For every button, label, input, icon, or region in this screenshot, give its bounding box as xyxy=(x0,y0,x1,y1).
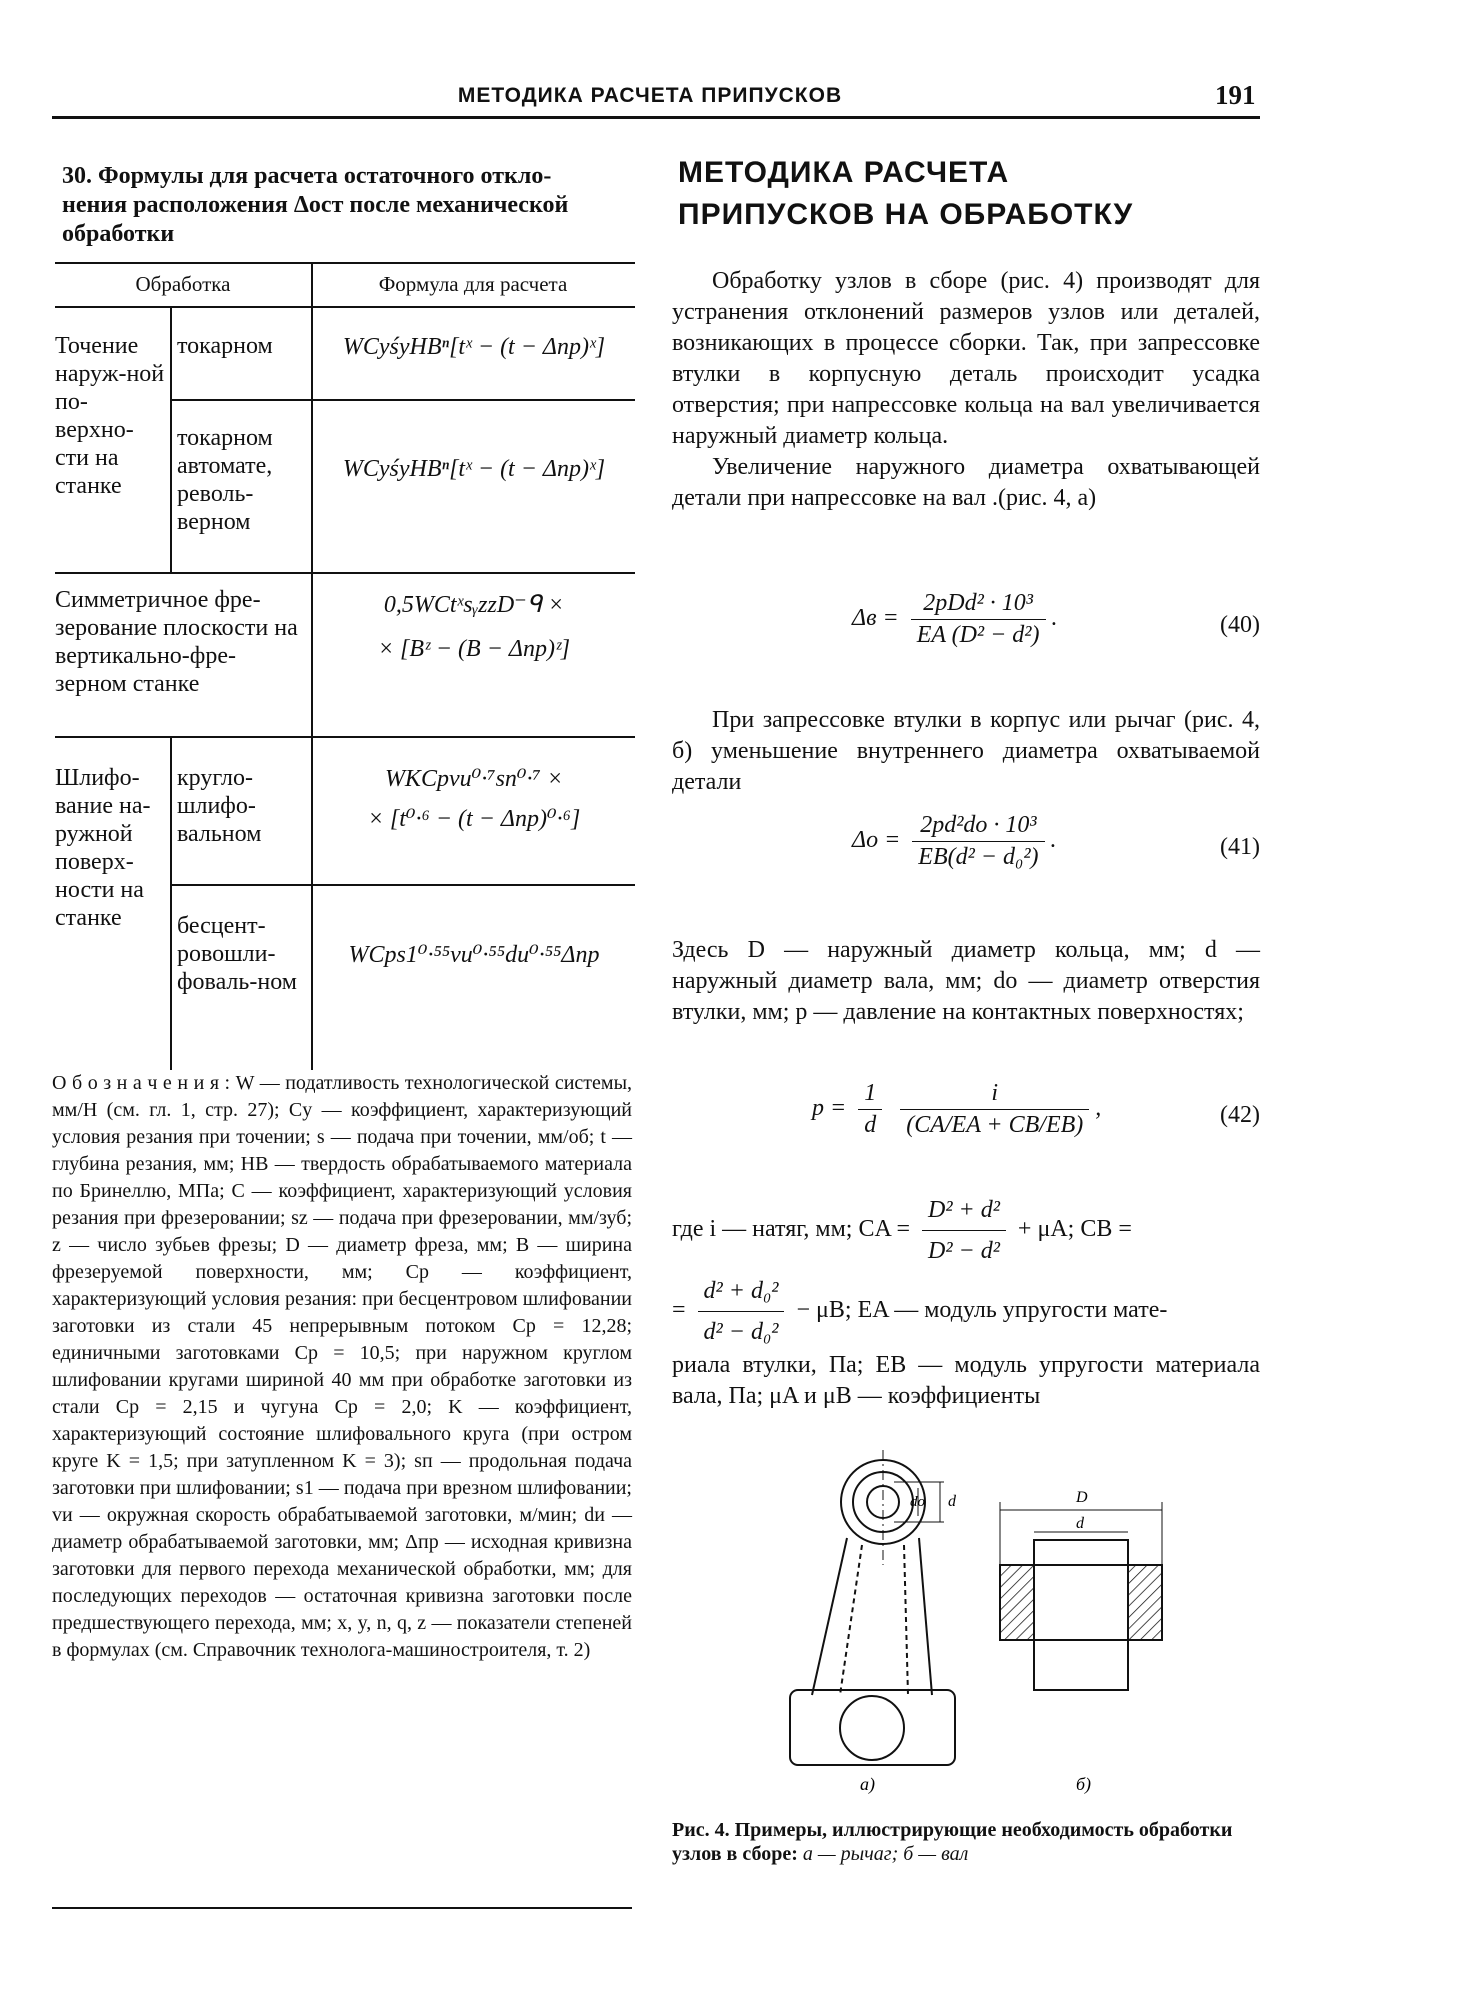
table-cell: бесцент-ровошли-фоваль-ном xyxy=(177,913,297,995)
numerator: D² + d² xyxy=(922,1192,1006,1231)
table-formula: WCps1⁰·⁵⁵vи⁰·⁵⁵dи⁰·⁵⁵Δпр xyxy=(348,942,600,968)
definition-line xyxy=(672,1273,1260,1350)
table-formula: WKCpvи⁰·⁷sп⁰·⁷ × xyxy=(384,766,564,792)
lever-arm-left xyxy=(812,1538,847,1695)
denominator: d xyxy=(864,1112,877,1138)
table-formula: 0,5WCtˣsᵧzzD⁻ᑫ × xyxy=(383,592,565,618)
section-title-line: МЕТОДИКА РАСЧЕТА xyxy=(678,156,1010,189)
paragraph-text: где i — натяг, мм; CA = xyxy=(672,1216,910,1243)
table-row-group: Симметричное фре-зерование плоскости на вертикально-фре-зерном станке xyxy=(55,587,298,697)
table-formula: WCyśyHBⁿ[tˣ − (t − Δпр)ˣ] xyxy=(342,456,606,482)
figure-caption xyxy=(672,1818,1260,1866)
dim-label-d0: dо xyxy=(910,1494,925,1510)
paragraph-text: При запрессовке втулки в корпус или рычаг (рис. 4, б) уменьшение внутреннего диаметра охватываемой детали xyxy=(672,707,1260,795)
inline-fraction xyxy=(922,1192,1006,1269)
running-title: МЕТОДИКА РАСЧЕТА ПРИПУСКОВ xyxy=(457,84,843,107)
notes-rule xyxy=(52,1907,632,1909)
header-rule xyxy=(52,116,1260,119)
table-rule xyxy=(55,572,635,574)
lever-arm-hidden xyxy=(840,1545,862,1695)
table-rule xyxy=(170,736,172,1070)
figure-4-drawing xyxy=(672,1440,1260,1800)
lever-arm-hidden xyxy=(904,1545,908,1695)
equation-fraction xyxy=(912,812,1044,871)
denominator: (CA/EA + CB/EB) xyxy=(906,1112,1084,1138)
equation-lhs: p = xyxy=(812,1095,847,1122)
denominator: d² − d₀² xyxy=(703,1319,779,1345)
numerator: 2pd²dо · 10³ xyxy=(912,812,1044,842)
dim-label-d: d xyxy=(948,1493,956,1510)
table-row-group: Шлифо-вание на-ружной поверх-ности на станке xyxy=(55,765,151,931)
figure-caption-main: Рис. 4. Примеры, иллюстрирующие необходимость обработки узлов в сборе: xyxy=(672,1819,1233,1865)
denominator: EB(d² − d₀²) xyxy=(918,844,1039,870)
paragraph-text: Обработку узлов в сборе (рис. 4) производят для устранения отклонений размеров узлов или деталей, возникающих в процессе сборки. Так, при запрессовке втулки в корпусную деталь происходит усадка отверстия; при напрессовке кольца на вал увеличивается наружный диаметр кольца. xyxy=(672,268,1260,449)
table-caption-line: нения расположения Δост после механической xyxy=(62,192,569,218)
figure-label-b: б) xyxy=(1076,1774,1092,1794)
table-caption xyxy=(62,162,634,249)
equation-lhs: Δо = xyxy=(852,827,901,854)
equation-fraction xyxy=(900,1080,1089,1139)
table-caption-line: 30. Формулы для расчета остаточного откло- xyxy=(62,163,552,189)
equation-42: p = $\frac{1}{d}$ $\frac{i}{(CA/EA + CB/EB)}$ , (42) xyxy=(812,1080,1260,1138)
lever-arm-right xyxy=(919,1538,932,1695)
equation-number: (42) xyxy=(1220,1102,1260,1128)
table-rule xyxy=(55,262,635,264)
lever-drawing xyxy=(790,1450,955,1765)
section-title-line: ПРИПУСКОВ НА ОБРАБОТКУ xyxy=(678,198,1134,231)
lever-boss-middle xyxy=(853,1472,913,1532)
paragraph-text: − μB; EA — модуль упругости мате- xyxy=(796,1297,1168,1324)
dim-label-d: d xyxy=(1076,1515,1084,1532)
table-rule xyxy=(55,306,635,308)
inline-fraction xyxy=(698,1273,785,1350)
table-rule xyxy=(311,262,313,1070)
column-header: Обработка xyxy=(135,272,231,296)
table-notes xyxy=(52,1070,632,1664)
formula-table xyxy=(55,262,635,1070)
paragraph-text: + μA; CB = xyxy=(1017,1216,1132,1243)
equation-40: Δв = $\frac{\text{2pDd² · 10³}}{\text{EA (D² − d²)}}$ . (40) xyxy=(852,590,1260,648)
definition-line xyxy=(672,1192,1260,1269)
figure-caption-items: а — рычаг; б — вал xyxy=(802,1843,969,1865)
lever-base xyxy=(790,1690,955,1765)
dim-label-D: D xyxy=(1076,1489,1088,1506)
numerator: 2pDd² · 10³ xyxy=(911,590,1046,620)
equation-number: (40) xyxy=(1220,612,1260,638)
ring-section-right xyxy=(1128,1565,1162,1640)
page-number: 191 xyxy=(1215,80,1256,110)
paragraph xyxy=(672,1192,1260,1412)
table-rule xyxy=(170,399,635,401)
equation-lhs: Δв = xyxy=(852,605,899,632)
lever-lower-bore xyxy=(840,1696,904,1760)
table-rule xyxy=(55,736,635,738)
table-formula: × [t⁰·⁶ − (t − Δпр)⁰·⁶] xyxy=(367,806,581,832)
table-formula: × [Bᶻ − (B − Δпр)ᶻ] xyxy=(377,636,571,662)
paragraph xyxy=(672,705,1260,798)
equation-number: (41) xyxy=(1220,834,1260,860)
table-caption-line: обработки xyxy=(62,221,175,247)
table-cell: кругло-шлифо-вальном xyxy=(177,765,262,847)
paragraph xyxy=(672,935,1260,1028)
equation-fraction xyxy=(911,590,1046,649)
paragraph-text: риала втулки, Па; EB — модуль упругости материала вала, Па; μA и μB — коэффициенты xyxy=(672,1352,1260,1409)
table-formula: WCyśyHBⁿ[tˣ − (t − Δпр)ˣ] xyxy=(342,334,606,360)
numerator: i xyxy=(900,1080,1089,1110)
denominator: EA (D² − d²) xyxy=(916,622,1040,648)
table-rule xyxy=(170,884,635,886)
paragraph-text: = xyxy=(672,1297,686,1324)
numerator: 1 xyxy=(858,1080,882,1110)
table-cell: токарном xyxy=(177,333,273,359)
table-row-group: Точение наруж-ной по-верхно-сти на станке xyxy=(55,333,165,499)
numerator: d² + d₀² xyxy=(698,1273,785,1312)
shaft-outline xyxy=(1034,1540,1128,1690)
section-title xyxy=(678,152,1238,236)
column-header: Формула для расчета xyxy=(378,272,568,296)
paragraph-text: Увеличение наружного диаметра охватывающей детали при напрессовке на вал .(рис. 4, а) xyxy=(672,454,1260,511)
table-rule xyxy=(170,306,172,572)
paragraph xyxy=(672,266,1260,514)
denominator: D² − d² xyxy=(928,1238,1000,1264)
figure-label-a: а) xyxy=(860,1774,875,1794)
table-cell: токарном автомате, револь-верном xyxy=(177,425,273,535)
notes-text: О б о з н а ч е н и я : W — податливость технологической системы, мм/Н (см. гл. 1, стр. 27); Cy — коэффициент, характеризующий условия резания при точении; s — подача при точении, мм/об; t — глубина резания, мм; HB — твердость обрабатываемого материала по Бринеллю, МПа; C — коэффициент, характеризующий условия резания при фрезеровании; sz — подача при фрезеровании, мм/зуб; z — число зубьев фрезы; D — диаметр фреза, мм; B — ширина фрезеруемой поверхности, мм; Cp — коэффициент, характеризующий условия резания: при бесцентровом шлифовании заготовки из стали 45 непрерывным потоком Cp = 12,28; единичными заготовками Cp = 10,5; при наружном круглом шлифовании кругами шириной 40 мм при обработке заготовки из стали Cp = 2,15 и чугуна Cp = 2,0; K — коэффициент, характеризующий состояние шлифовального круга (при остром круге K = 1,5; при затупленном K = 3); sп — продольная подача заготовки при шлифовании; s1 — подача при врезном шлифовании; vи — окружная скорость обрабатываемой заготовки, м/мин; dи — диаметр обрабатываемой заготовки, мм; Δпр — исходная кривизна заготовки для первого перехода механической обработки, мм; для последующих переходов — остаточная кривизна заготовки после предшествующего перехода, мм; x, y, n, q, z — показатели степеней в формулах (см. Справочник технолога-машиностроителя, т. 2) xyxy=(52,1072,632,1661)
ring-section-left xyxy=(1000,1565,1034,1640)
paragraph-text: Здесь D — наружный диаметр кольца, мм; d — наружный диаметр вала, мм; dо — диаметр отверстия втулки, мм; p — давление на контактных поверхностях; xyxy=(672,937,1260,1025)
equation-41: Δо = $\frac{\text{2pd²dо · 10³}}{\text{EB(d² − d₀²)}}$ . (41) xyxy=(852,812,1260,870)
equation-fraction xyxy=(858,1080,882,1139)
